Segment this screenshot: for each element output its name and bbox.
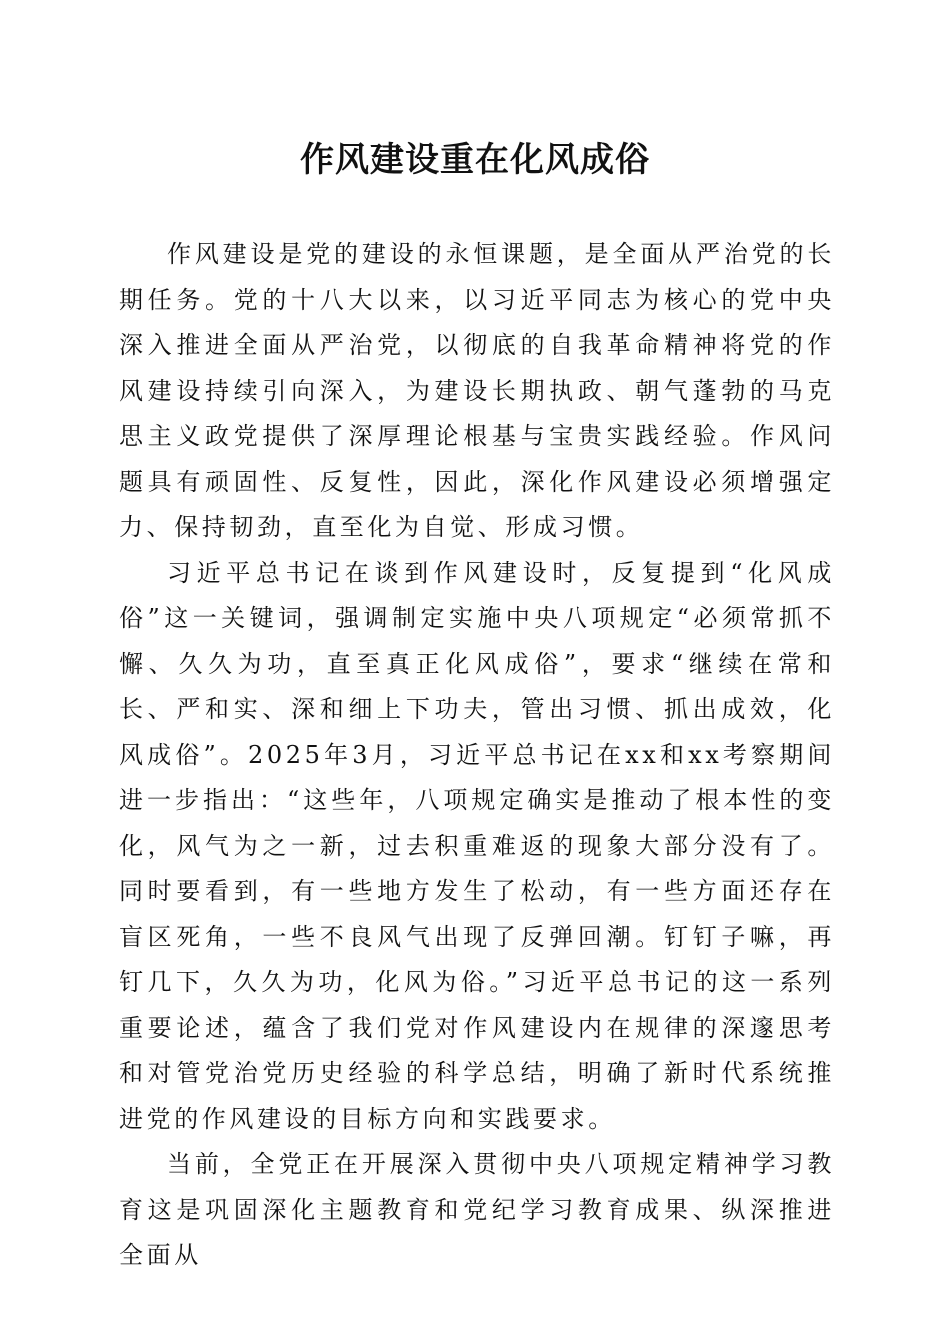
document-title: 作风建设重在化风成俗 [300,140,650,180]
paragraph-3: 当前，全党正在开展深入贯彻中央八项规定精神学习教育这是巩固深化主题教育和党纪学习教育成果、纵深推进全面从 [119,1150,835,1269]
paragraph-2: 习近平总书记在谈到作风建设时，反复提到“化风成俗”这一关键词，强调制定实施中央八项规定“必须常抓不懈、久久为功，直至真正化风成俗”，要求“继续在常和长、严和实、深和细上下功夫，管出习惯、抓出成效，化风成俗”。2025年3月，习近平总书记在xx和xx考察期间进一步指出：“这些年，八项规定确实是推动了根本性的变化，风气为之一新，过去积重难返的现象大部分没有了。同时要看到，有一些地方发生了松动，有一些方面还存在盲区死角，一些不良风气出现了反弹回潮。钉钉子嘛，再钉几下，久久为功，化风为俗。”习近平总书记的这一系列重要论述，蕴含了我们党对作风建设内在规律的深邃思考和对管党治党历史经验的科学总结，明确了新时代系统推进党的作风建设的目标方向和实践要求。 [119,558,835,1133]
document-body [119,232,835,1279]
paragraph-1: 作风建设是党的建设的永恒课题，是全面从严治党的长期任务。党的十八大以来，以习近平同志为核心的党中央深入推进全面从严治党，以彻底的自我革命精神将党的作风建设持续引向深入，为建设长期执政、朝气蓬勃的马克思主义政党提供了深厚理论根基与宝贵实践经验。作风问题具有顽固性、反复性，因此，深化作风建设必须增强定力、保持韧劲，直至化为自觉、形成习惯。 [119,240,835,541]
